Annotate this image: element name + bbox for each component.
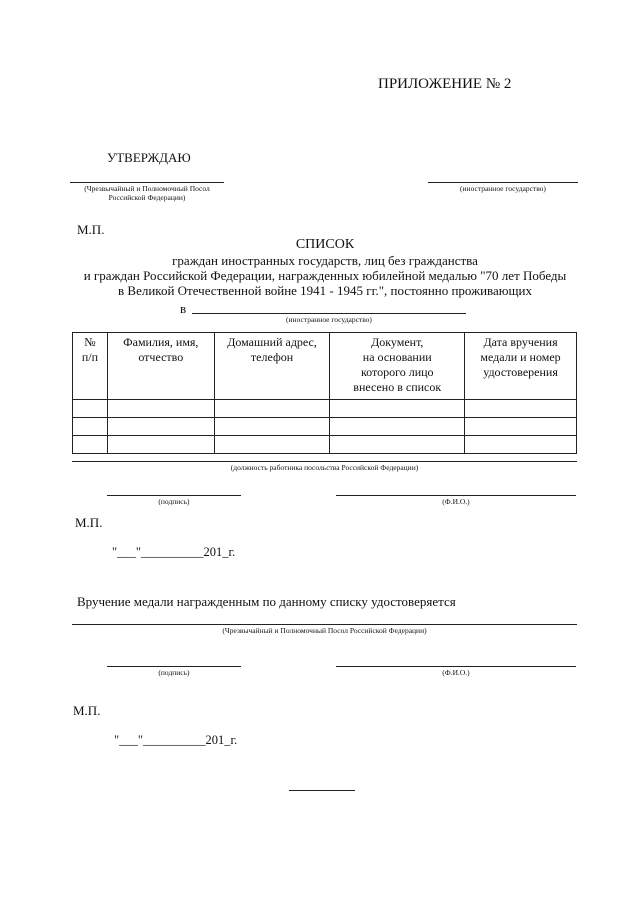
table-cell: [330, 400, 465, 418]
table-cell: [330, 436, 465, 454]
position-caption: (должность работника посольства Российской Федерации): [230, 463, 419, 472]
approve-title: УТВЕРЖДАЮ: [107, 150, 191, 165]
col-award-date: Дата вручения медали и номер удостоверения: [465, 333, 577, 400]
list-subtitle-line2: и граждан Российской Федерации, награжденных юбилейной медалью "70 лет Победы: [83, 268, 567, 283]
table-cell: [73, 418, 108, 436]
list-subtitle-line3: в Великой Отечественной войне 1941 - 1945 гг.", постоянно проживающих: [118, 283, 532, 298]
recipients-table: [72, 332, 577, 454]
appendix-title: ПРИЛОЖЕНИЕ № 2: [378, 76, 512, 92]
certify-signature-caption: (подпись): [158, 668, 190, 677]
table-cell: [107, 418, 214, 436]
seal-label: М.П.: [77, 222, 105, 237]
list-subtitle-line1: граждан иностранных государств, лиц без гражданства: [172, 253, 478, 268]
table-cell: [465, 418, 577, 436]
col-fullname: Фамилия, имя, отчество: [107, 333, 214, 400]
table-cell: [214, 418, 330, 436]
ambassador-caption-line1: (Чрезвычайный и Полномочный Посол: [84, 184, 210, 193]
list-title-block: [60, 236, 590, 298]
foreign-state-line: [192, 313, 466, 314]
table-cell: [465, 400, 577, 418]
signature-caption: (подпись): [158, 497, 190, 506]
certify-ambassador-caption: (Чрезвычайный и Полномочный Посол Российской Федерации): [222, 626, 427, 635]
certify-fio-caption: (Ф.И.О.): [442, 668, 470, 677]
fio-caption: (Ф.И.О.): [442, 497, 470, 506]
table-row: [73, 436, 577, 454]
seal-label-3: М.П.: [73, 703, 101, 718]
position-line: [72, 461, 577, 462]
certify-signature-line: [107, 666, 241, 667]
state-line: [428, 182, 578, 183]
closing-separator: [289, 790, 355, 791]
table-cell: [465, 436, 577, 454]
table-row: [73, 400, 577, 418]
table-row: [73, 418, 577, 436]
ambassador-signature-line: [70, 182, 224, 183]
seal-label-2: М.П.: [75, 515, 103, 530]
table-cell: [73, 436, 108, 454]
certify-fio-line: [336, 666, 576, 667]
certify-date-field: "___"__________201_г.: [114, 733, 238, 747]
ambassador-caption: [60, 184, 234, 202]
certify-ambassador-line: [72, 624, 577, 625]
col-number: № п/п: [73, 333, 108, 400]
table-header-row: [73, 333, 577, 400]
col-document: Документ, на основании которого лицо внесено в список: [330, 333, 465, 400]
in-label: в: [180, 301, 187, 316]
table-cell: [107, 436, 214, 454]
ambassador-caption-line2: Российской Федерации): [108, 193, 186, 202]
date-field: "___"__________201_г.: [112, 545, 236, 559]
col-address: Домашний адрес, телефон: [214, 333, 330, 400]
state-caption: (иностранное государство): [460, 184, 546, 193]
table-cell: [107, 400, 214, 418]
table-cell: [73, 400, 108, 418]
fio-line: [336, 495, 576, 496]
list-title: СПИСОК: [295, 237, 355, 252]
table-cell: [214, 400, 330, 418]
certify-text: Вручение медали награжденным по данному списку удостоверяется: [77, 594, 456, 609]
foreign-state-caption: (иностранное государство): [286, 315, 372, 324]
table-cell: [330, 418, 465, 436]
signature-line: [107, 495, 241, 496]
table-cell: [214, 436, 330, 454]
